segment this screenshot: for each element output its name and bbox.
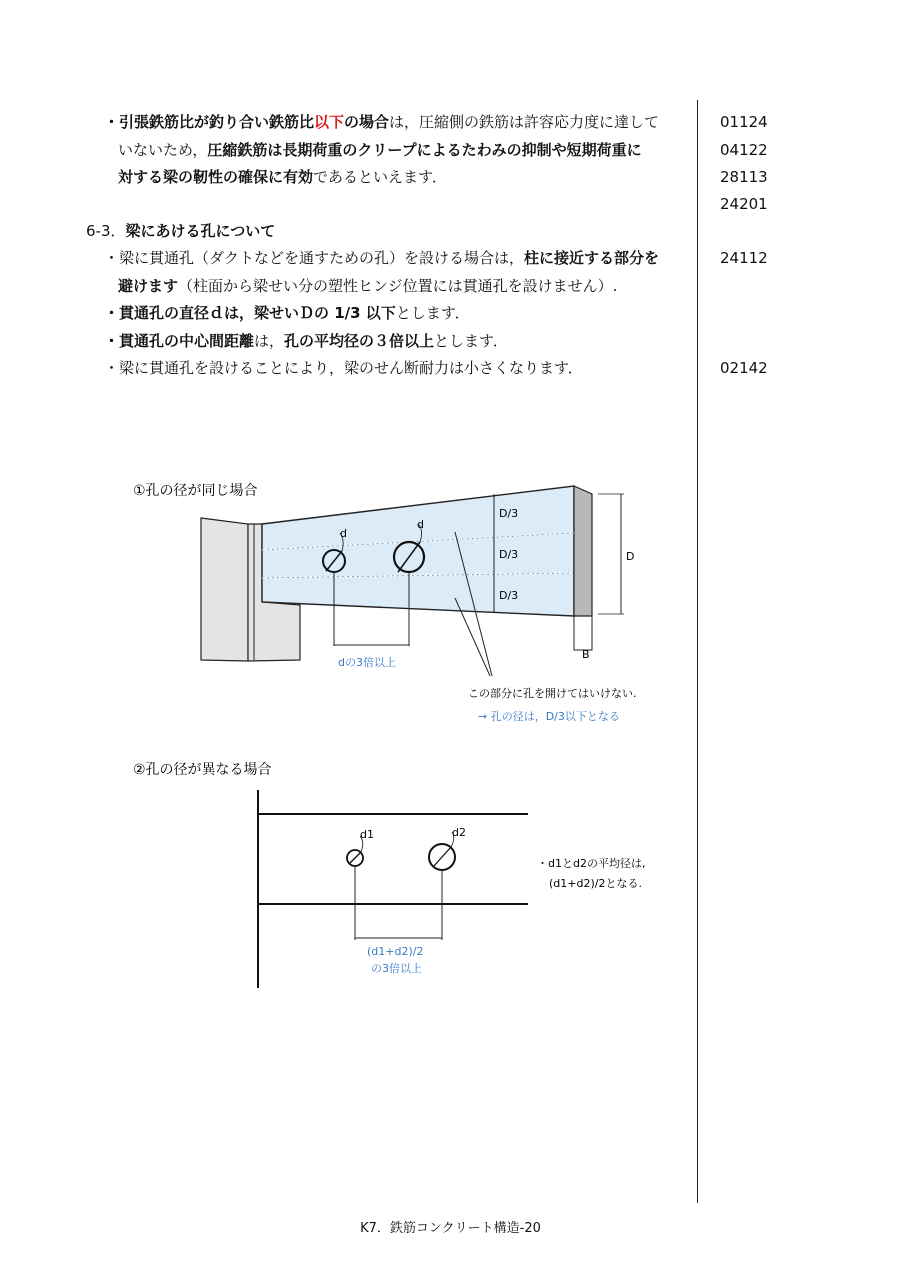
note-line1: ・d1とd2の平均径は, <box>537 857 646 870</box>
figure-different-diameter <box>0 755 901 1000</box>
bullet-2 <box>104 303 470 323</box>
hole-d1-diameter <box>349 852 361 864</box>
figure1-title: ①孔の径が同じ場合 <box>133 483 258 499</box>
body-text: は，圧縮側の鉄筋は許容応力度に達して <box>389 113 660 131</box>
para1-line3 <box>118 167 447 187</box>
spacing-label-1: (d1+d2)/2 <box>367 945 424 958</box>
bold-text: 圧縮鉄筋は長期荷重のクリープによるたわみの抑制や短期荷重に <box>207 141 642 159</box>
beam-end-face <box>574 486 592 616</box>
hole-d2-label: d2 <box>452 826 466 839</box>
body-text: とします． <box>395 304 470 322</box>
bullet-1 <box>104 248 659 268</box>
section-title: 梁にあける孔について <box>125 222 276 240</box>
bold-text: 孔の平均径の３倍以上 <box>284 332 435 350</box>
section-heading <box>86 221 275 241</box>
third-label-bottom: D/3 <box>499 589 519 602</box>
hole-left-label: d <box>340 527 347 540</box>
body-text: であるといえます． <box>313 168 447 186</box>
body-text: ・梁に貫通孔（ダクトなどを通すための孔）を設ける場合は， <box>104 249 525 267</box>
column-left <box>201 518 248 661</box>
figure-same-diameter <box>0 460 901 740</box>
body-text: とします． <box>434 332 508 350</box>
bold-text: ・引張鉄筋比が釣り合い鉄筋比 <box>104 113 315 131</box>
page-footer: K7．鉄筋コンクリート構造-20 <box>360 1221 541 1236</box>
bold-text: 避けます <box>118 277 179 295</box>
body-text: は， <box>254 332 285 350</box>
ref-code: 02142 <box>720 359 768 377</box>
ref-code: 28113 <box>720 168 768 186</box>
bold-text: ・貫通孔の中心間距離 <box>104 332 255 350</box>
bold-text: 対する梁の靭性の確保に有効 <box>118 168 314 186</box>
beam-width-mark <box>574 616 592 650</box>
body-text: いないため， <box>118 141 208 159</box>
spacing-label-2: の3倍以上 <box>371 962 422 975</box>
beam-body <box>262 486 574 616</box>
third-label-mid: D/3 <box>499 548 519 561</box>
width-label: B <box>582 648 590 661</box>
red-emphasis: 以下 <box>314 113 345 131</box>
bold-text: の場合 <box>344 113 390 131</box>
hole-d1-label: d1 <box>360 828 374 841</box>
bullet-3 <box>104 331 508 351</box>
note-line2: (d1+d2)/2となる. <box>549 877 642 890</box>
figure2-title: ②孔の径が異なる場合 <box>133 762 272 778</box>
depth-label: D <box>626 550 635 563</box>
bullet-4: ・梁に貫通孔を設けることにより，梁のせん断耐力は小さくなります． <box>104 359 583 377</box>
ref-code: 24201 <box>720 195 768 213</box>
ref-code: 24112 <box>720 249 768 267</box>
ref-code: 04122 <box>720 141 768 159</box>
note-line2: → 孔の径は，D/3以下となる <box>478 710 620 723</box>
body-text: （柱面から梁せい分の塑性ヒンジ位置には貫通孔を設けません）. <box>178 277 618 295</box>
bold-text: ・貫通孔の直径ｄは，梁せいＤの 1/3 以下 <box>104 304 396 322</box>
section-number: 6-3． <box>86 222 126 240</box>
bullet-1-cont <box>118 276 617 296</box>
bold-text: 柱に接近する部分を <box>524 249 660 267</box>
ref-code: 01124 <box>720 113 768 131</box>
para1-line2 <box>118 140 642 160</box>
hole-right-label: d <box>417 518 424 531</box>
hole-d2-diameter <box>433 847 451 867</box>
third-label-top: D/3 <box>499 507 519 520</box>
spacing-label: dの3倍以上 <box>338 656 396 669</box>
note-line1: この部分に孔を開けてはいけない. <box>468 687 637 700</box>
para1-line1 <box>104 112 659 132</box>
